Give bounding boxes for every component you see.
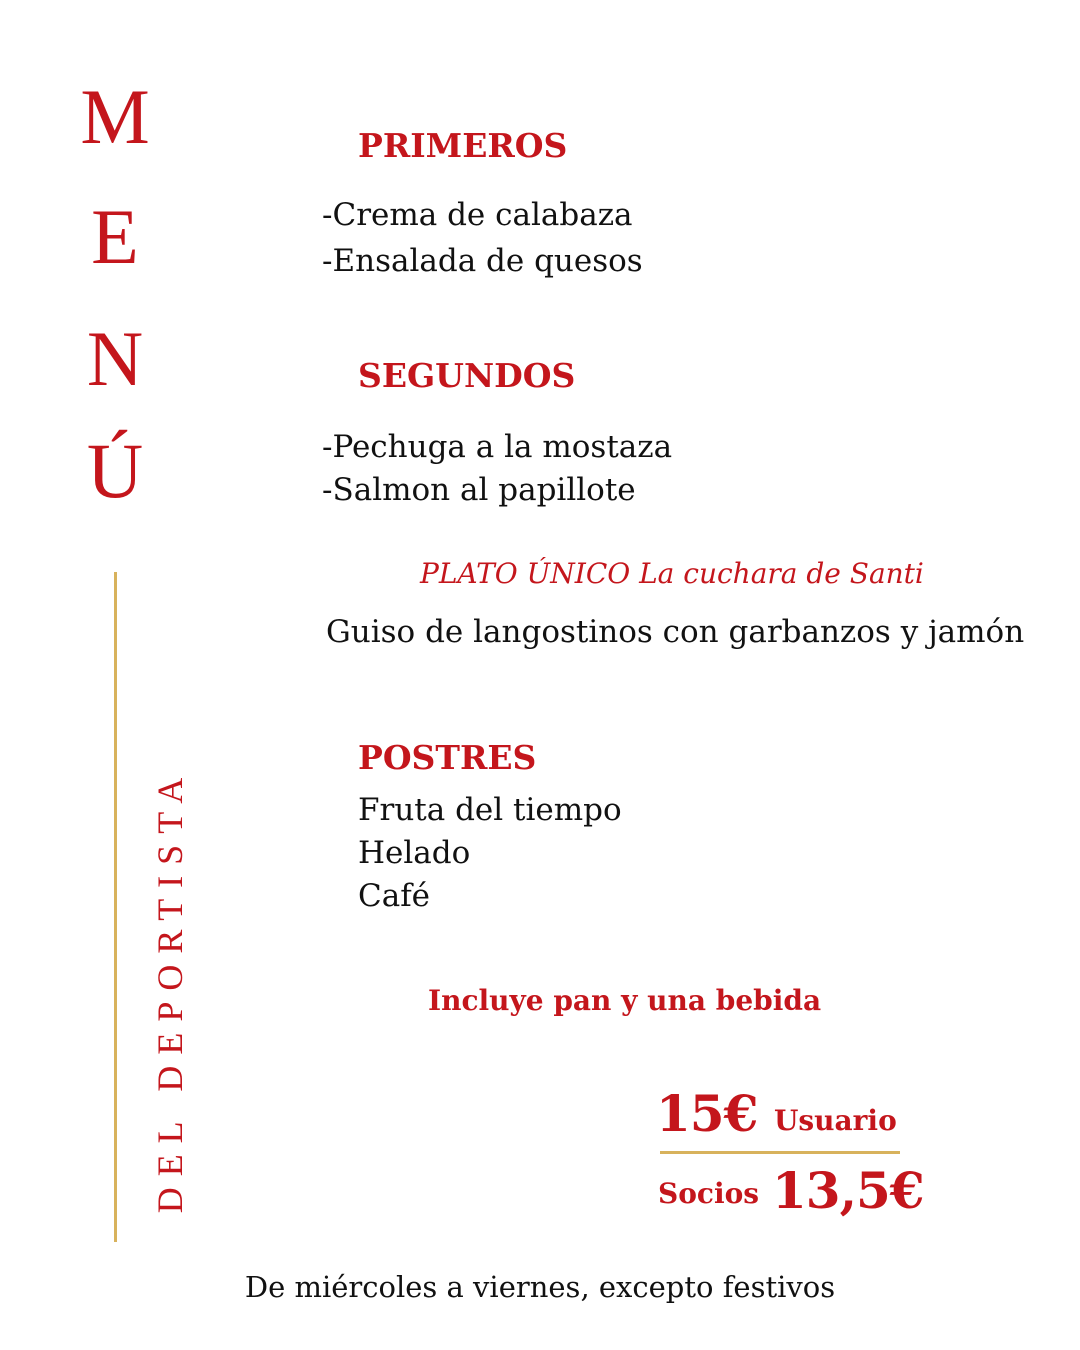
dish-item: -Salmon al papillote — [322, 472, 636, 508]
dessert-item: Helado — [358, 835, 471, 871]
dish-item: -Ensalada de quesos — [322, 243, 643, 279]
menu-title-letter-m: M — [80, 73, 150, 160]
price-usuario-label: Usuario — [774, 1104, 897, 1137]
section-title-segundos: SEGUNDOS — [358, 356, 576, 395]
dessert-item: Fruta del tiempo — [358, 792, 622, 828]
menu-subtitle-vertical: DEL DEPORTISTA — [150, 766, 190, 1214]
section-title-postres: POSTRES — [358, 738, 537, 777]
availability-note: De miércoles a viernes, excepto festivos — [244, 1270, 836, 1304]
includes-note: Incluye pan y una bebida — [428, 984, 822, 1017]
price-divider — [660, 1151, 900, 1154]
dessert-item: Café — [358, 878, 431, 914]
menu-title-letter-n: N — [86, 315, 144, 402]
menu-title-letter-u: Ú — [86, 427, 144, 514]
price-socios: 13,5€ — [772, 1161, 924, 1220]
section-title-plato-unico: PLATO ÚNICO La cuchara de Santi — [420, 557, 924, 590]
menu-title-letter-e: E — [91, 193, 139, 280]
price-usuario: 15€ — [656, 1084, 758, 1143]
dish-item: -Crema de calabaza — [322, 197, 633, 233]
dish-item: -Pechuga a la mostaza — [322, 429, 673, 465]
dish-item-plato-unico: Guiso de langostinos con garbanzos y jamón — [326, 614, 1025, 650]
vertical-divider — [114, 572, 117, 1242]
section-title-primeros: PRIMEROS — [358, 126, 568, 165]
price-socios-label: Socios — [658, 1177, 760, 1210]
